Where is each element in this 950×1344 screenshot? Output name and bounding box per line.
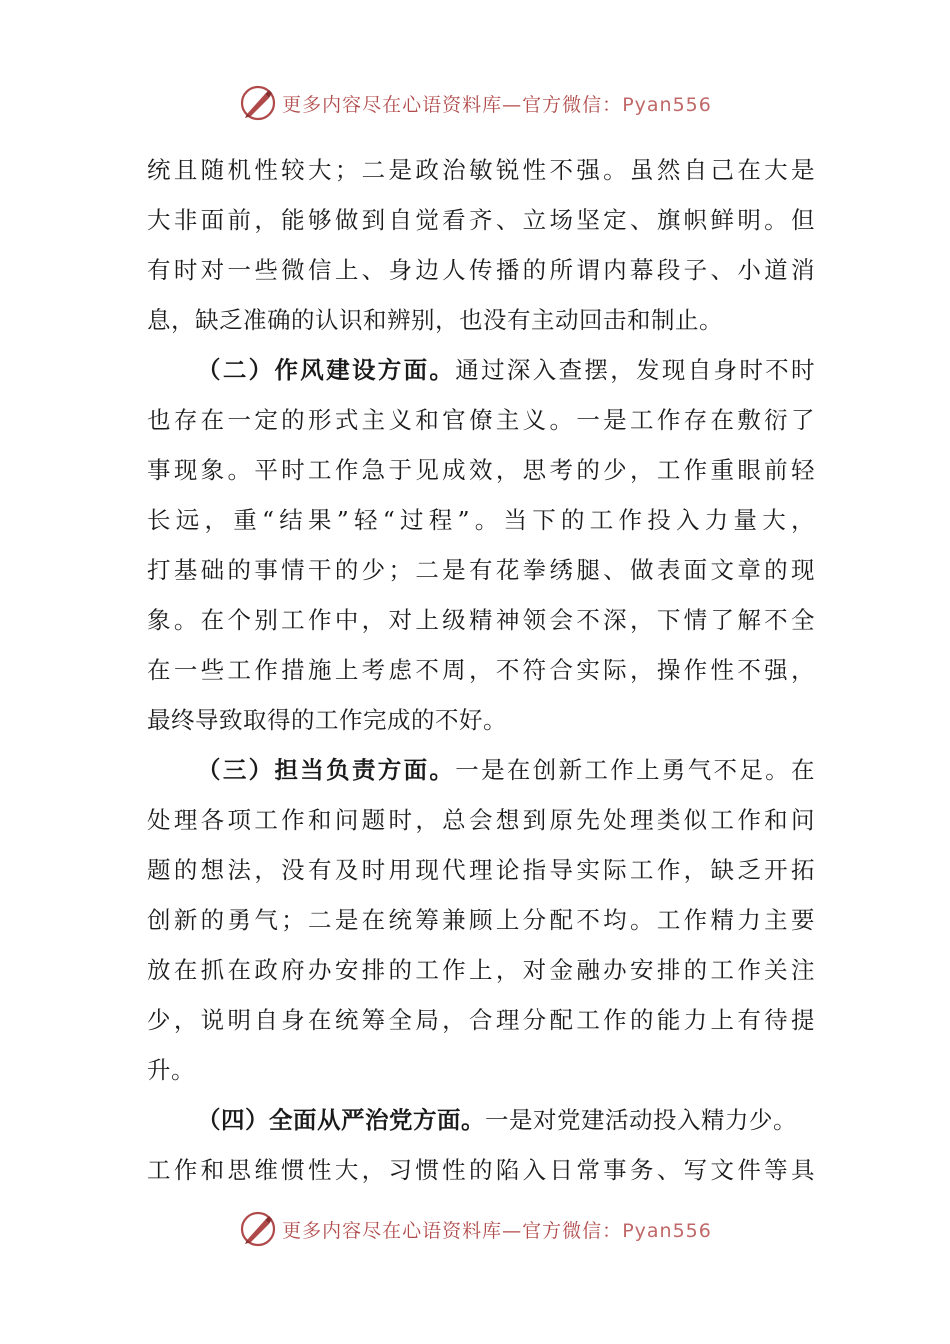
watermark-text: 更多内容尽在心语资料库	[282, 1219, 503, 1242]
text-run: 通过深入查摆，发现自身时不时	[455, 356, 816, 384]
text-line: 息，缺乏准确的认识和辨别，也没有主动回击和制止。	[147, 306, 723, 334]
watermark-wechat-id: Pyan556	[622, 93, 712, 116]
watermark-header	[0, 80, 950, 126]
watermark-official-label: 官方微信：	[522, 93, 623, 116]
paragraph-first-line	[147, 345, 815, 395]
text-line: 放在抓在政府办安排的工作上，对金融办安排的工作关注	[147, 956, 815, 984]
paragraph-first-line	[147, 745, 815, 795]
text-run: 一是在创新工作上勇气不足。在	[455, 756, 816, 784]
text-line: 长远，重“结果”轻“过程”。当下的工作投入力量大，	[147, 506, 815, 534]
text-line: 也存在一定的形式主义和官僚主义。一是工作存在敷衍了	[147, 406, 815, 434]
text-line: 象。在个别工作中，对上级精神领会不深，下情了解不全	[147, 606, 815, 634]
document-body	[147, 145, 815, 1195]
text-run: 一是对党建活动投入精力少。	[485, 1106, 797, 1134]
watermark-footer	[0, 1206, 950, 1252]
text-line: 升。	[147, 1056, 195, 1084]
text-line: 大非面前，能够做到自觉看齐、立场坚定、旗帜鲜明。但	[147, 206, 815, 234]
watermark-dash: —	[502, 1219, 523, 1242]
text-line: 工作和思维惯性大，习惯性的陷入日常事务、写文件等具	[147, 1156, 815, 1184]
text-line: 题的想法，没有及时用现代理论指导实际工作，缺乏开拓	[147, 856, 815, 884]
pen-logo-icon	[238, 1209, 278, 1249]
text-line: 最终导致取得的工作完成的不好。	[147, 706, 507, 734]
text-line: 少，说明自身在统筹全局，合理分配工作的能力上有待提	[147, 1006, 815, 1034]
watermark-wechat-id: Pyan556	[622, 1219, 712, 1242]
watermark-official-label: 官方微信：	[522, 1219, 623, 1242]
section-heading: （四）全面从严治党方面。	[197, 1106, 485, 1134]
text-line: 事现象。平时工作急于见成效，思考的少，工作重眼前轻	[147, 456, 815, 484]
paragraph-first-line	[147, 1095, 815, 1145]
watermark-text: 更多内容尽在心语资料库	[282, 93, 503, 116]
text-line: 打基础的事情干的少；二是有花拳绣腿、做表面文章的现	[147, 556, 815, 584]
pen-logo-icon	[238, 83, 278, 123]
text-line: 处理各项工作和问题时，总会想到原先处理类似工作和问	[147, 806, 815, 834]
section-heading: （三）担当负责方面。	[197, 756, 456, 784]
text-line: 有时对一些微信上、身边人传播的所谓内幕段子、小道消	[147, 256, 815, 284]
text-line: 创新的勇气；二是在统筹兼顾上分配不均。工作精力主要	[147, 906, 815, 934]
text-line: 在一些工作措施上考虑不周，不符合实际，操作性不强，	[147, 656, 815, 684]
watermark-dash: —	[502, 93, 523, 116]
section-heading: （二）作风建设方面。	[197, 356, 456, 384]
text-line: 统且随机性较大；二是政治敏锐性不强。虽然自己在大是	[147, 156, 815, 184]
